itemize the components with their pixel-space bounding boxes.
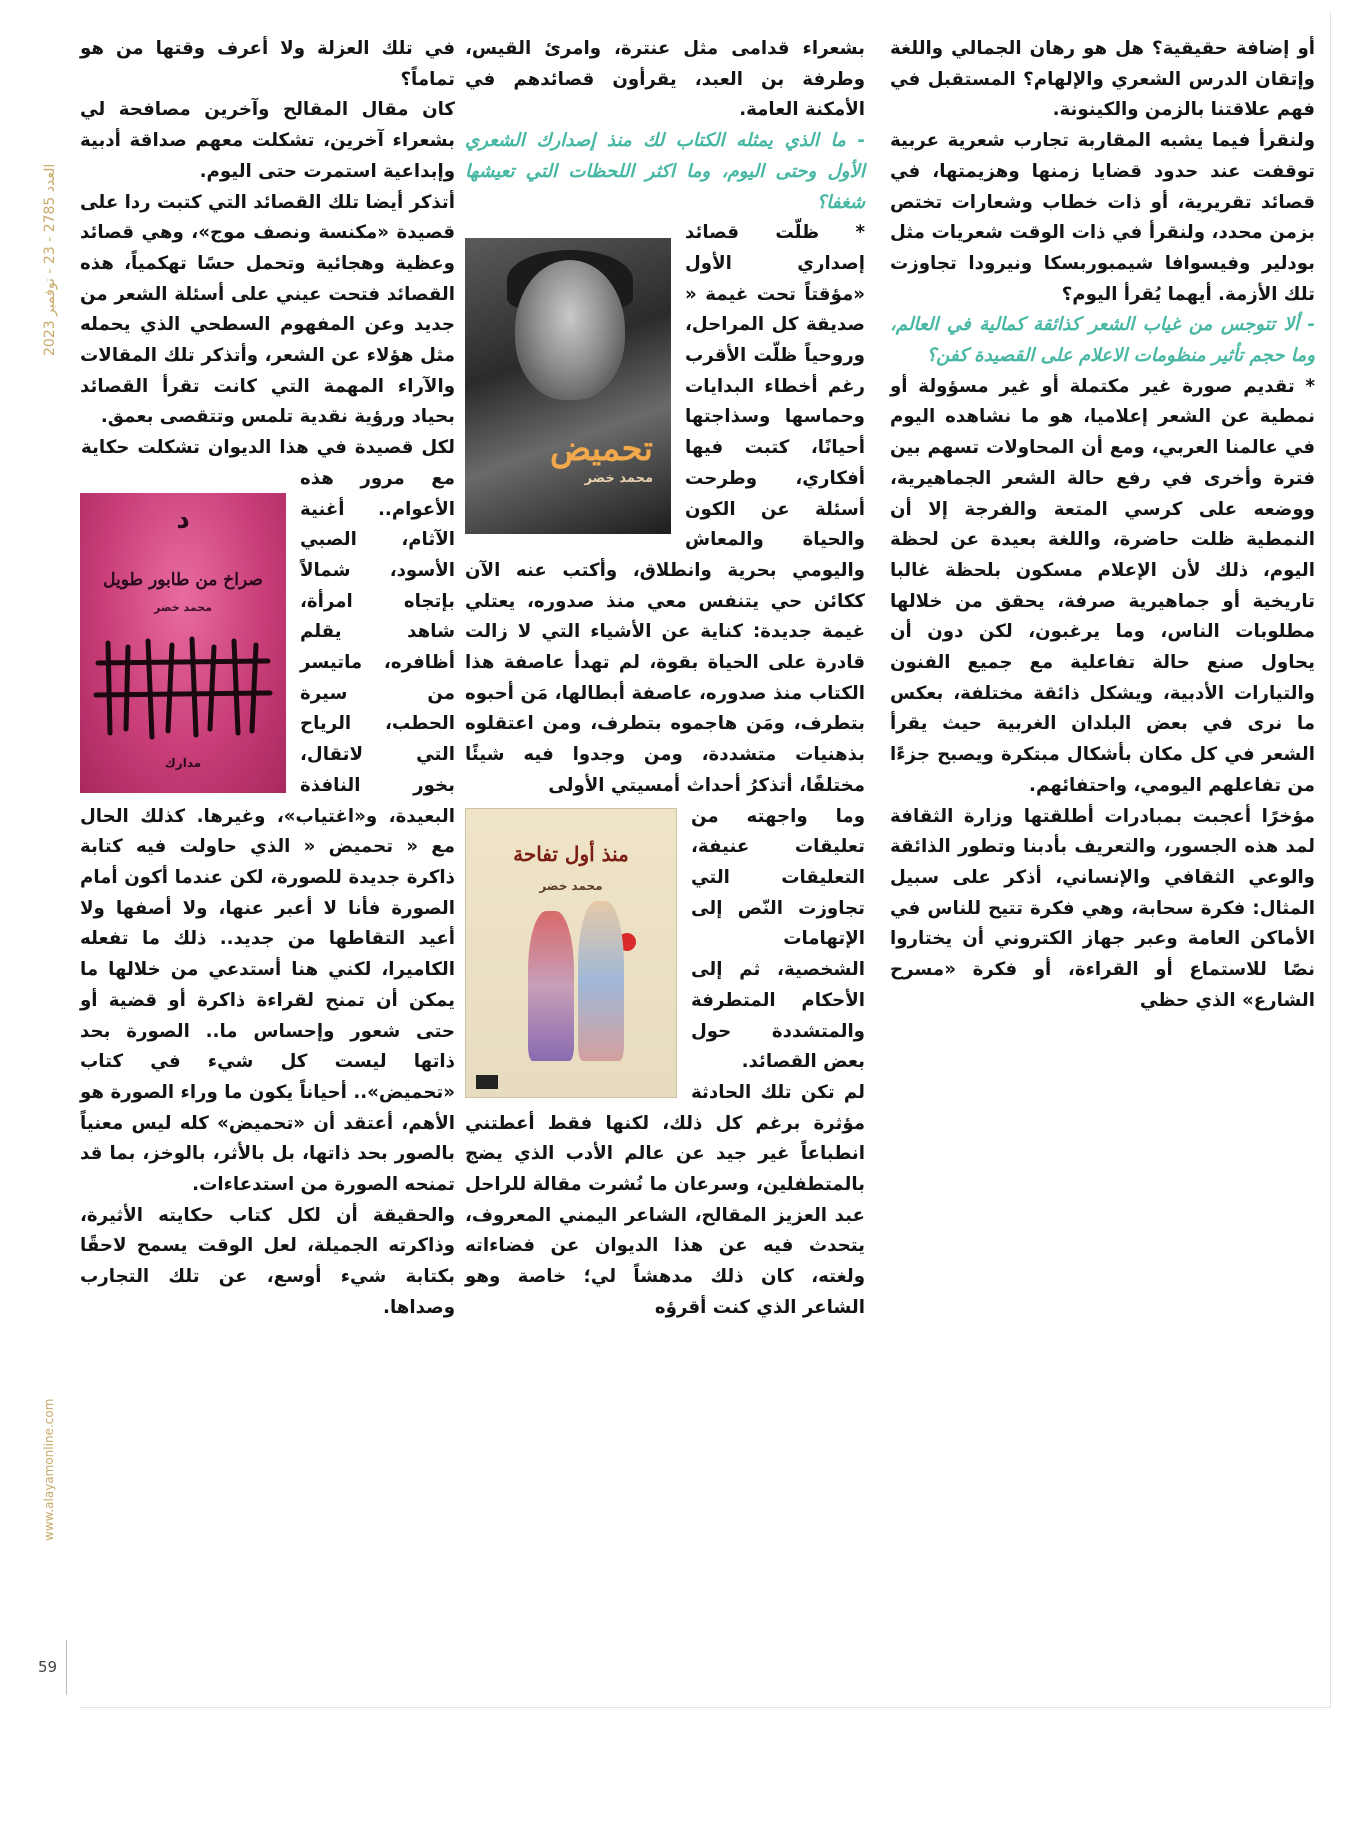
paragraph: لم تكن تلك الحادثة مؤثرة برغم كل ذلك، لكنها فقط أعطتني انطباعاً غير جيد عن عالم الأدب الذي يضج بالمتطفلين، وسرعان ما نُشرت مقالة للراحل عبد العزيز المقالح، الشاعر اليمني المعروف، يتحدث فيه عن هذا الديوان عن فضاءاته ولغته، كان ذلك مدهشاً لي؛ خاصة وهو الشاعر الذي كنت أقرؤه (465, 1081, 865, 1318)
cover-author: محمد خضر (154, 601, 212, 615)
website-url: www.alayamonline.com (42, 1398, 56, 1542)
interview-question: - ألا تتوجس من غياب الشعر كذائقة كمالية في العالم، وما حجم تأثير منظومات الاعلام على القصيدة كفن؟ (890, 314, 1315, 367)
paragraph: والحقيقة أن لكل كتاب حكايته الأثيرة، وذاكرته الجميلة، لعل الوقت يسمح لاحقًا بكتابة شيء أوسع، عن تلك التجارب وصداها. (80, 1204, 455, 1318)
cover-author: محمد خضر (539, 878, 603, 893)
interview-question: - ما الذي يمثله الكتاب لك منذ إصدارك الشعري الأول وحتى اليوم، وما اكثر اللحظات التي تعيشها شغفا؟ (465, 130, 865, 213)
cover-title: تحميض (550, 428, 653, 469)
paragraph: كان مقال المقالح وآخرين مصافحة لي بشعراء آخرين، تشكلت معهم صداقة أدبية وإبداعية استمرت حتى اليوم. (80, 99, 455, 182)
brush-strokes (88, 633, 278, 743)
book-cover-pink (80, 493, 286, 793)
paragraph: مؤخرًا أعجبت بمبادرات أطلقتها وزارة الثقافة لمد هذه الجسور، والتعريف بأدبنا وتطور الذائقة والوعي الثقافي والإنساني، أذكر على سبيل المثال: فكرة سحابة، وهي فكرة تتيح للناس في الأماكن العامة وعبر جهاز الكتروني أن يختاروا نصًا للاستماع أو القراءة، أو فكرة «مسرح الشارع» الذي حظي (890, 805, 1315, 1011)
paragraph: * ظلّت قصائد إصداري الأول «مؤقتاً تحت غيمة « صديقة كل المراحل، وروحياً ظلّت الأقرب رغم أخطاء البدايات وحماسها وسذاجتها أحيانًا، كتبت فيها أفكاري، وطرحت أسئلة عن الكون والحياة والمعاش واليومي بحرية وانطلاق، وأكتب عنه الآن ككائن حي يتنفس معي منذ صدوره، يعتلي غيمة جديدة: كناية عن الأشياء التي لا زالت قادرة على الحياة بقوة، لم تهدأ عاصفة هذا الكتاب منذ صدوره، عاصفة أبطالها، مَن أحبوه بتطرف، ومَن هاجموه بتطرف، ومن اعتقلوه بذهنيات متشددة، ومن وجدوا فيه شيئًا مختلفًا، أتذكرُ أحداث أمسيتي الأولى (465, 222, 865, 796)
issue-info: العدد 2785 - 23 - نوفمبر 2023 (42, 163, 58, 357)
paragraph: * تقديم صورة غير مكتملة أو غير مسؤولة أو نمطية عن الشعر إعلاميا، هو ما نشاهده اليوم في عالمنا العربي، ومع أن المحاولات تسهم بين فترة وأخرى في رفع حالة الشعر الجماهيرية، ووضعه على كرسي المتعة والفرجة إلا أن النمطية ظلت حاضرة، واللغة بعيدة عن لحظة اليوم، ذلك لأن الإعلام مسكون بلحظة غالبا تاريخية أو جماهيرية صرفة، يحقق من خلالها مطلوبات الناس، وما يرغبون، لكن دون أن يحاول صنع حالة تفاعلية مع جميع الفنون والتيارات الأدبية، ويشكل ذائقة مختلفة، بعكس ما نرى في بعض البلدان الغربية حيث يقرأ الشعر في كل مكان بأشكال مبتكرة ويصبح جزءًا من تفاعلهم اليومي، واحتفائهم. (890, 375, 1315, 796)
page-number-rule (66, 1640, 67, 1695)
painted-figure (578, 901, 624, 1061)
article-column-right (890, 34, 1315, 1724)
cover-mark: د (176, 505, 190, 536)
cover-title: صراخ من طابور طويل (103, 570, 263, 591)
paragraph: لكل قصيدة في هذا الديوان تشكلت حكاية مع مرور هذه الأعوام.. أغنية الآثام، الصبي الأسود، شمالاً بإتجاه امرأة، شاهد يقلم أظافره، ماتيسر من سيرة الحطب، الرياح التي لاتقال، بخور النافذة البعيدة، و«اغتياب»، وغيرها. كذلك الحال مع « تحميض « الذي حاولت فيه كتابة ذاكرة جديدة للصورة، لكن عندما أكون أمام الصورة فأنا لا أعبر عنها، ولا أصفها ولا أعيد التقاطها من جديد.. ذلك ما تفعله الكاميرا، لكني هنا أستدعي من خلالها ما يمكن أن تمنح لقراءة ذاكرة أو قضية أو حتى شعور وإحساس ما.. الصورة بحد ذاتها ليست كل شيء في كتاب «تحميض».. أحياناً يكون ما وراء الصورة هو الأهم، أعتقد أن «تحميض» كله ليس معنياً بالصور بحد ذاتها، بل بالأثر، بالوخز، بما قد تمنحه الصورة من استدعاءات. (80, 437, 455, 1196)
paragraph: في تلك العزلة ولا أعرف وقتها من هو تماماً؟ (80, 38, 455, 90)
portrait-photo (515, 260, 625, 400)
book-cover-apple (465, 808, 677, 1098)
page-number: 59 (38, 1658, 58, 1676)
article-column-left (80, 34, 455, 1724)
paragraph: ولنقرأ فيما يشبه المقاربة تجارب شعرية عربية توقفت عند حدود قضايا زمنها وهزيمتها، في قصائد تقريرية، أو ذات خطاب وشعارات تختص بزمن محدد، ولنقرأ في ذات الوقت شعريات مثل بودلير وفيسوافا شيمبوربسكا ونيرودا تجاوزت تلك الأزمة. أيهما يُقرأ اليوم؟ (890, 130, 1315, 305)
paragraph: أتذكر أيضا تلك القصائد التي كتبت ردا على قصيدة «مكنسة ونصف موج»، وهي قصائد وعظية وهجائية وتحمل حسًا تهكمياً، هذه القصائد فتحت عيني على أسئلة الشعر من جديد وعن المفهوم السطحي الذي يحمله مثل هؤلاء عن الشعر، وأتذكر تلك المقالات والآراء المهمة التي كانت تقرأ القصائد بحياد ورؤية نقدية تلمس وتتقصى بعمق. (80, 191, 455, 428)
publisher-name: مدارك (164, 756, 202, 771)
painted-figure (528, 911, 574, 1061)
publisher-logo (476, 1075, 498, 1089)
paragraph: أو إضافة حقيقية؟ هل هو رهان الجمالي واللغة وإتقان الدرس الشعري والإلهام؟ المستقبل في فهم علاقتنا بالزمن والكينونة. (890, 38, 1315, 121)
cover-author: محمد خضر (584, 470, 653, 486)
book-cover-tahmeed (465, 238, 671, 534)
cover-title: منذ أول تفاحة (513, 841, 629, 866)
paragraph: وما واجهته من تعليقات عنيفة، التعليقات التي تجاوزت النّص إلى الإتهامات الشخصية، ثم إلى الأحكام المتطرفة والمتشددة حول بعض القصائد. (691, 805, 865, 1073)
article-column-middle (465, 34, 865, 1724)
paragraph: بشعراء قدامى مثل عنترة، وامرئ القيس، وطرفة بن العبد، يقرأون قصائدهم في الأمكنة العامة. (465, 38, 865, 121)
